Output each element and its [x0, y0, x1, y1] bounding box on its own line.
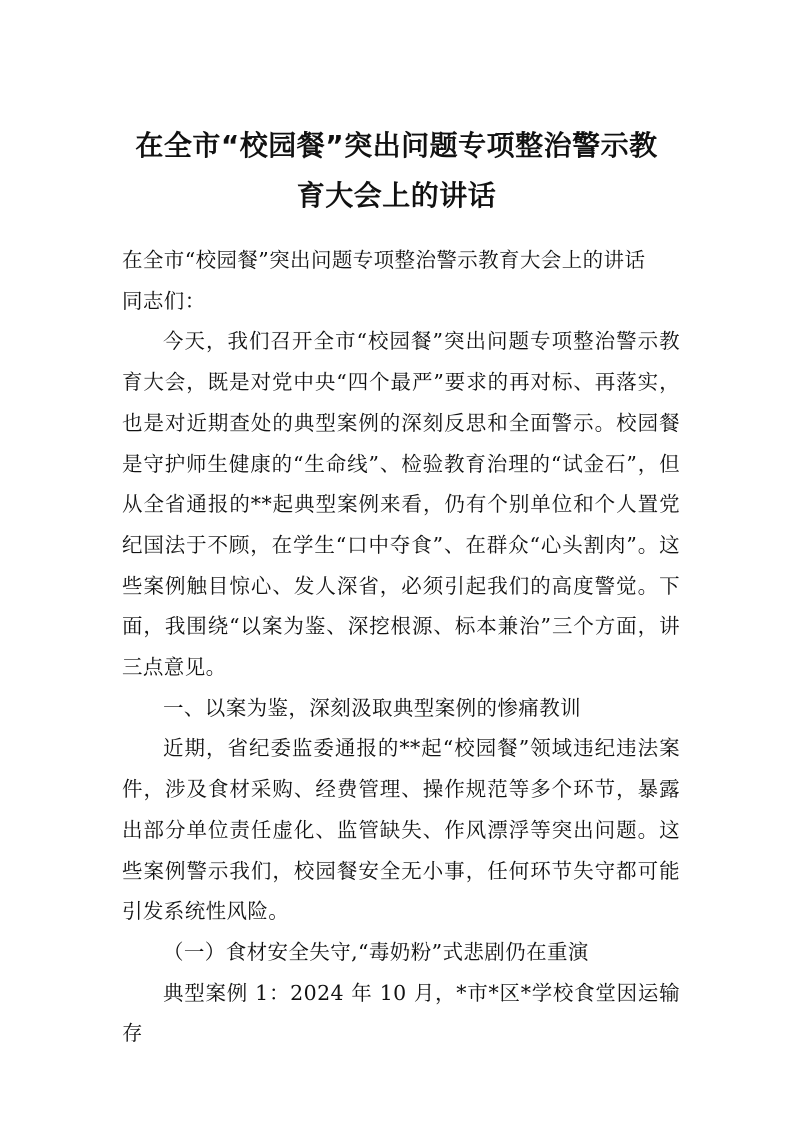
section-heading-1: 一、以案为鉴，深刻汲取典型案例的惨痛教训 — [163, 695, 581, 720]
document-title-line-1: 在全市“校园餐”突出问题专项整治警示教 — [135, 129, 658, 162]
subtitle-paragraph: 在全市“校园餐”突出问题专项整治警示教育大会上的讲话 — [122, 248, 646, 272]
intro-paragraph: 今天，我们召开全市“校园餐”突出问题专项整治警示教育大会，既是对党中央“四个最严”要求的再对标、再落实，也是对近期查处的典型案例的深刻反思和全面警示。校园餐是守护师生健康的“生命线”、检验教育治理的“试金石”，但从全省通报的**起典型案例来看，仍有个别单位和个人置党纪国法于不顾，在学生“口中夺食”、在群众“心头割肉”。这些案例触目惊心、发人深省，必须引起我们的高度警觉。下面，我围绕“以案为鉴、深挖根源、标本兼治”三个方面，讲三点意见。 — [122, 329, 680, 680]
document-title-line-2: 育大会上的讲话 — [296, 179, 497, 212]
document-body — [122, 240, 680, 1054]
case-paragraph-1: 典型案例 1：2024 年 10 月，*市*区*学校食堂因运输存 — [122, 980, 680, 1046]
salutation-paragraph: 同志们： — [122, 288, 206, 313]
subsection-heading-1: （一）食材安全失守,“毒奶粉”式悲剧仍在重演 — [163, 939, 589, 964]
section-1-paragraph: 近期，省纪委监委通报的**起“校园餐”领域违纪违法案件，涉及食材采购、经费管理、操作规范等多个环节，暴露出部分单位责任虚化、监管缺失、作风漂浮等突出问题。这些案例警示我们，校园餐安全无小事，任何环节失守都可能引发系统性风险。 — [122, 736, 680, 924]
